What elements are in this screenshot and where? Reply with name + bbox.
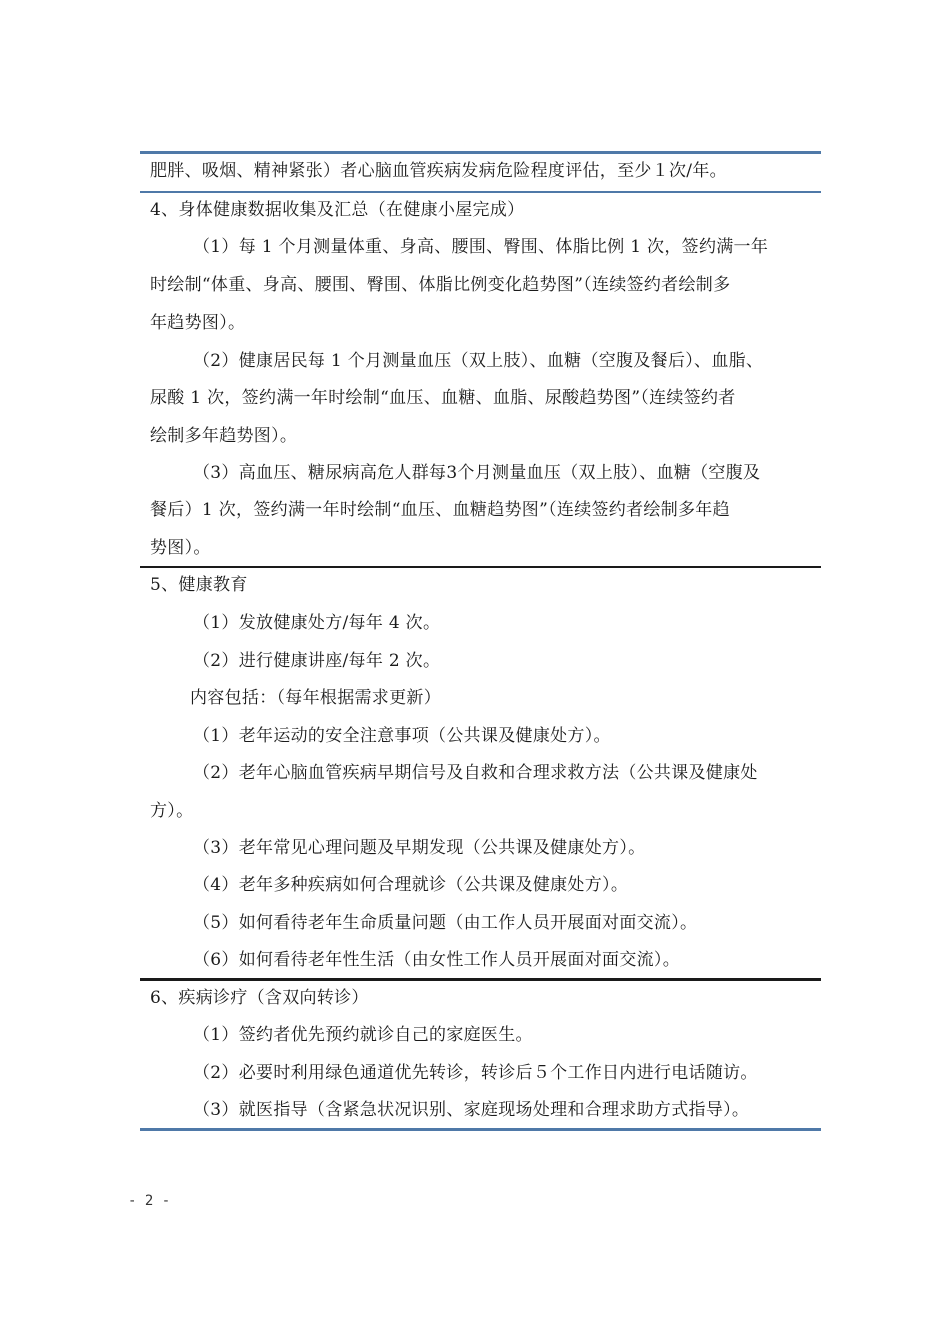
text-line: （1）老年运动的安全注意事项（公共课及健康处方）。 bbox=[193, 726, 611, 746]
section-divider bbox=[140, 191, 821, 193]
text-line: （6）如何看待老年性生活（由女性工作人员开展面对面交流）。 bbox=[193, 950, 681, 970]
text-line: 绘制多年趋势图）。 bbox=[150, 426, 298, 446]
top-rule bbox=[140, 151, 821, 154]
section-divider bbox=[140, 978, 821, 981]
text-line: （2）老年心脑血管疾病早期信号及自救和合理求救方法（公共课及健康处 bbox=[193, 763, 758, 783]
text-line: （2）进行健康讲座/每年 2 次。 bbox=[193, 651, 441, 671]
section-heading: 5、健康教育 bbox=[150, 575, 248, 595]
bottom-rule bbox=[140, 1128, 821, 1131]
section-divider bbox=[140, 566, 821, 568]
text-line: （1）每 1 个月测量体重、身高、腰围、臀围、体脂比例 1 次，签约满一年 bbox=[193, 237, 769, 257]
text-line: （2）健康居民每 1 个月测量血压（双上肢）、血糖（空腹及餐后）、血脂、 bbox=[193, 351, 764, 371]
text-line: 时绘制“体重、身高、腰围、臀围、体脂比例变化趋势图”（连续签约者绘制多 bbox=[150, 275, 731, 295]
text-line: （1）发放健康处方/每年 4 次。 bbox=[193, 613, 441, 633]
text-line: （5）如何看待老年生命质量问题（由工作人员开展面对面交流）。 bbox=[193, 913, 698, 933]
section-heading: 4、身体健康数据收集及汇总（在健康小屋完成） bbox=[150, 200, 525, 220]
text-line: 餐后）1 次，签约满一年时绘制“血压、血糖趋势图”（连续签约者绘制多年趋 bbox=[150, 500, 730, 520]
text-line: （3）高血压、糖尿病高危人群每3个月测量血压（双上肢）、血糖（空腹及 bbox=[193, 463, 761, 483]
text-line: 肥胖、吸烟、精神紧张）者心脑血管疾病发病危险程度评估，至少１次/年。 bbox=[150, 161, 727, 181]
text-line: （1）签约者优先预约就诊自己的家庭医生。 bbox=[193, 1025, 533, 1045]
text-line: 尿酸 1 次，签约满一年时绘制“血压、血糖、血脂、尿酸趋势图”（连续签约者 bbox=[150, 388, 736, 408]
section-heading: 6、疾病诊疗（含双向转诊） bbox=[150, 988, 369, 1008]
page-number: - 2 - bbox=[128, 1193, 171, 1209]
text-line: 内容包括：（每年根据需求更新） bbox=[190, 688, 441, 708]
text-line: （2）必要时利用绿色通道优先转诊，转诊后５个工作日内进行电话随访。 bbox=[193, 1063, 758, 1083]
text-line: （3）就医指导（含紧急状况识别、家庭现场处理和合理求助方式指导）。 bbox=[193, 1100, 750, 1120]
text-line: （3）老年常见心理问题及早期发现（公共课及健康处方）。 bbox=[193, 838, 646, 858]
text-line: 势图）。 bbox=[150, 538, 211, 558]
text-line: 方）。 bbox=[150, 801, 194, 821]
text-line: 年趋势图）。 bbox=[150, 313, 246, 333]
text-line: （4）老年多种疾病如何合理就诊（公共课及健康处方）。 bbox=[193, 875, 629, 895]
